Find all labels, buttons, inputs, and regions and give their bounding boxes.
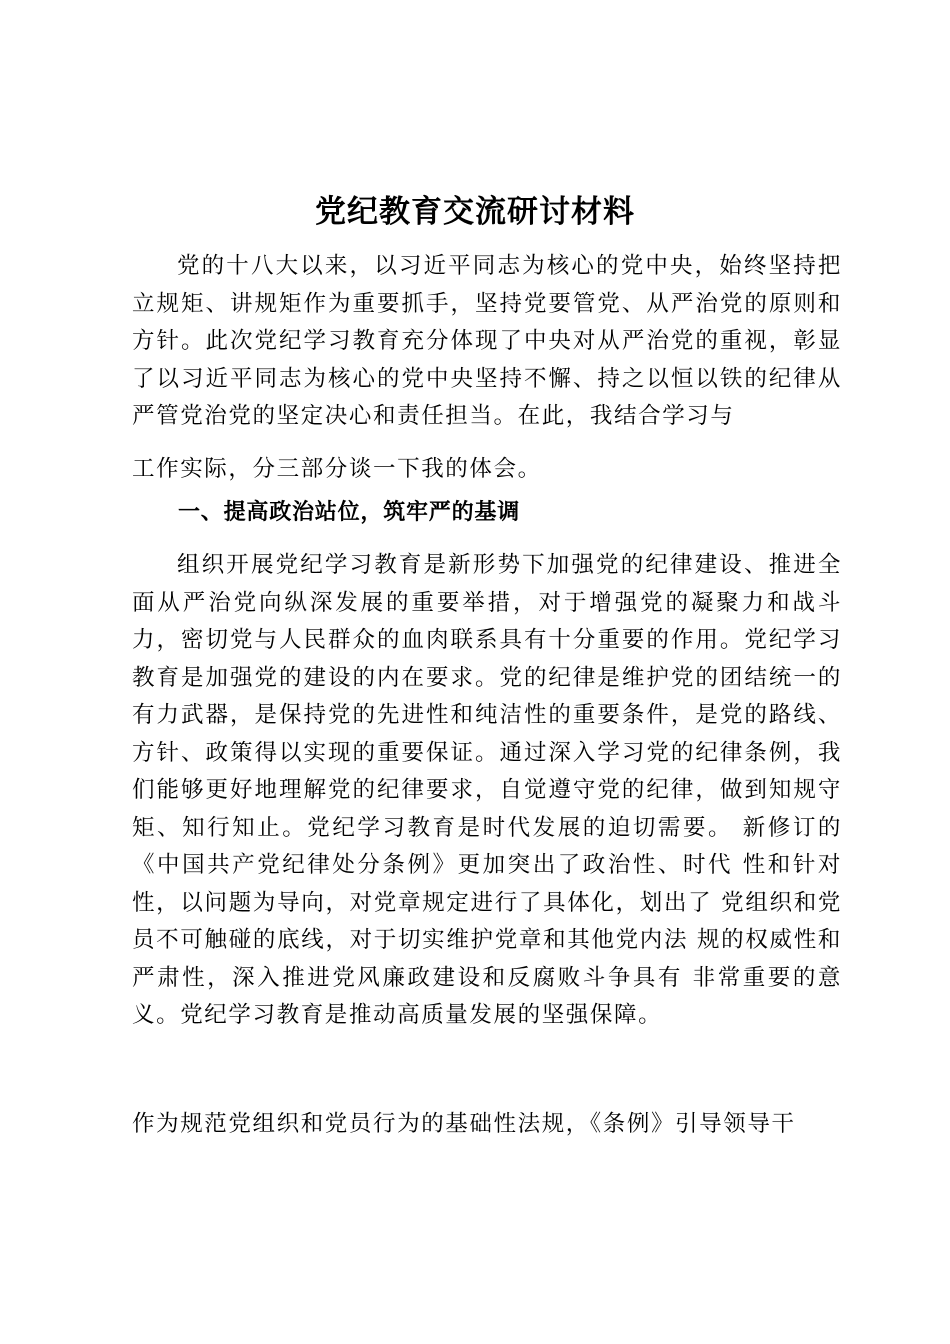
section-heading-1: 一、提高政治站位，筑牢严的基调 [178, 500, 521, 525]
intro-paragraph-continuation: 工作实际，分三部分谈一下我的体会。 [132, 456, 542, 482]
section-1-paragraph: 组织开展党纪学习教育是新形势下加强党的纪律建设、推进全面从严治党向纵深发展的重要举措，对于增强党的凝聚力和战斗力，密切党与人民群众的血肉联系具有十分重要的作用。党纪学习教育是加强党的建设的内在要求。党的纪律是维护党的团结统一的有力武器，是保持党的先进性和纯洁性的重要条件，是党的路线、方针、政策得以实现的重要保证。通过深入学习党的纪律条例，我们能够更好地理解党的纪律要求，自觉遵守党的纪律，做到知规守矩、知行知止。党纪学习教育是时代发展的迫切需要。 新修订的《中国共产党纪律处分条例》更加突出了政治性、时代 性和针对性，以问题为导向，对党章规定进行了具体化，划出了 党组织和党员不可触碰的底线，对于切实维护党章和其他党内法 规的权威性和严肃性，深入推进党风廉政建设和反腐败斗争具有 非常重要的意义。党纪学习教育是推动高质量发展的坚强保障。 [132, 552, 842, 1028]
document-title: 党纪教育交流研讨材料 [315, 194, 635, 230]
section-1-paragraph-2: 作为规范党组织和党员行为的基础性法规，《条例》引导领导干 [132, 1111, 796, 1137]
intro-paragraph: 党的十八大以来，以习近平同志为核心的党中央，始终坚持把立规矩、讲规矩作为重要抓手，坚持党要管党、从严治党的原则和方针。此次党纪学习教育充分体现了中央对从严治党的重视，彰显了以习近平同志为核心的党中央坚持不懈、持之以恒以铁的纪律从严管党治党的坚定决心和责任担当。在此，我结合学习与 [132, 253, 842, 429]
